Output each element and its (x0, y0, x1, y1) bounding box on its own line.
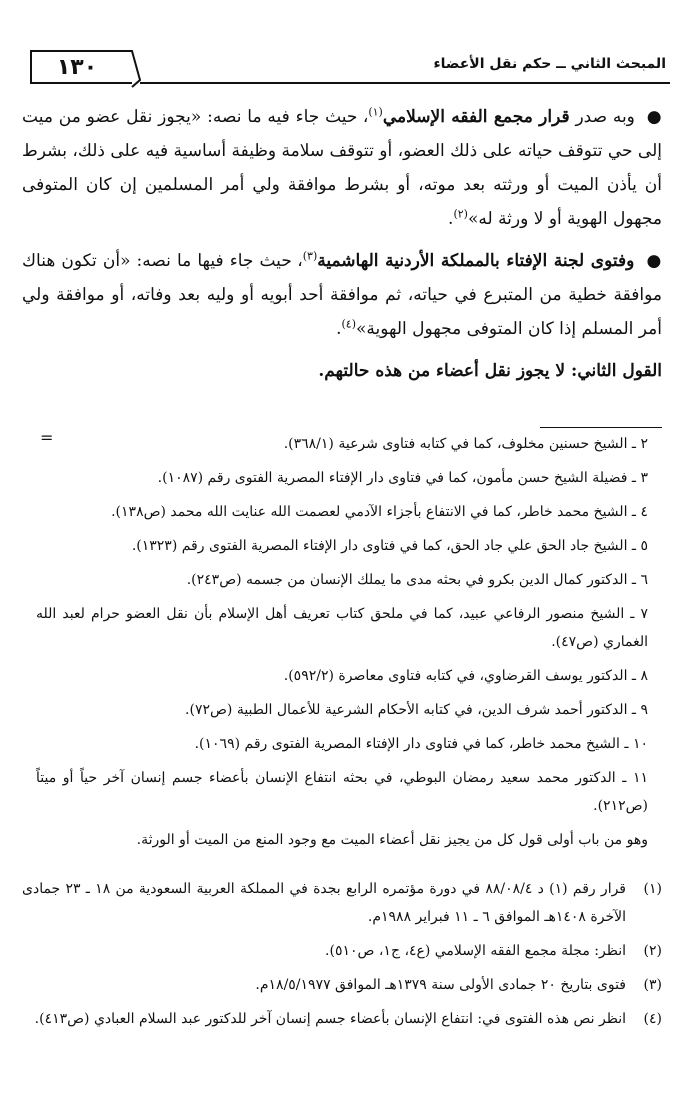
p1-end: . (448, 209, 454, 229)
footnote-number: (٢) (643, 943, 662, 959)
note-item: ٨ ـ الدكتور يوسف القرضاوي، في كتابه فتاوى معاصرة (٥٩٢/٢). (283, 668, 648, 684)
bullet-marker: ● (646, 251, 662, 271)
note-item: وهو من باب أولى قول كل من يجيز نقل أعضاء الميت مع وجود المنع من الميت أو الورثة. (136, 832, 648, 848)
page-header (20, 50, 670, 90)
footnote-text: انظر نص هذه الفتوى في: انتفاع الإنسان بأعضاء جسم إنسان آخر للدكتور عبد السلام العبادي (ص٤١٣). (34, 1011, 626, 1027)
page-number: ١٣٠ (56, 54, 98, 80)
continuation-mark: = (40, 428, 54, 447)
page-number-box (30, 50, 122, 84)
note-item: ١٠ ـ الشيخ محمد خاطر، كما في فتاوى دار الإفتاء المصرية الفتوى رقم (١٠٦٩). (194, 736, 648, 752)
p1-footnote-ref: (١) (368, 105, 383, 119)
footnote-number: (٤) (643, 1011, 662, 1027)
footnote-3 (22, 971, 662, 999)
footnote-number: (٣) (643, 977, 662, 993)
bullet-marker: ● (646, 107, 663, 127)
footnote-1 (22, 875, 662, 931)
note-item: ٢ ـ الشيخ حسنين مخلوف، كما في كتابه فتاوى شرعية (٣٦٨/١). (283, 436, 648, 452)
p2-end: . (336, 319, 342, 339)
p2-footnote-ref-end: (٤) (341, 317, 356, 331)
footnote-text: انظر: مجلة مجمع الفقه الإسلامي (ع٤، ج١، ص٥١٠). (325, 943, 626, 959)
p2-bold: وفتوى لجنة الإفتاء بالمملكة الأردنية الهاشمية (317, 251, 635, 271)
running-title: المبحث الثاني ــ حكم نقل الأعضاء (433, 56, 666, 72)
note-item: ١١ ـ الدكتور محمد سعيد رمضان البوطي، في بحثه انتفاع الإنسان بأعضاء جسم إنسان آخر حياً أو ميتاً (ص٢١٢). (36, 770, 648, 814)
note-item: ٦ ـ الدكتور كمال الدين بكرو في بحثه مدى ما يملك الإنسان من جسمه (ص٢٤٣). (186, 572, 648, 588)
paragraph-2 (22, 244, 662, 346)
header-rule (140, 82, 670, 84)
note-item: ٩ ـ الدكتور أحمد شرف الدين، في كتابه الأحكام الشرعية للأعمال الطبية (ص٧٢). (185, 702, 648, 718)
p1-footnote-ref-end: (٢) (453, 207, 468, 221)
paragraph-3: القول الثاني: لا يجوز نقل أعضاء من هذه حالتهم. (318, 361, 662, 381)
continued-footnotes (36, 430, 648, 860)
p1-bold: قرار مجمع الفقه الإسلامي (382, 107, 570, 127)
p1-text: ، حيث جاء فيه ما نصه: «يجوز نقل عضو من ميت إلى حي تتوقف حياته على ذلك العضو، أو تتوقف سلامة وظيفة أساسية فيه على ذلك، بشرط أن يأذن الميت أو ورثته بعد موته، أو بشرط موافقة ولي أمر المسلمين إن كان المتوفى مجهول الهوية أو لا ورثة له» (22, 107, 662, 229)
main-text (22, 100, 662, 396)
footnote-separator (540, 427, 662, 428)
footnote-2 (22, 937, 662, 965)
footnote-text: قرار رقم (١) د ٨٨/٠٨/٤ في دورة مؤتمره الرابع بجدة في المملكة العربية السعودية من ١٨ ـ ٢٣ جمادى الآخرة ١٤٠٨هـ الموافق ٦ ـ ١١ فبراير ١٩٨٨م. (22, 881, 627, 925)
p1-lead: وبه صدر (575, 107, 635, 127)
paragraph-1 (22, 100, 662, 236)
footnote-text: فتوى بتاريخ ٢٠ جمادى الأولى سنة ١٣٧٩هـ الموافق ١٨/٥/١٩٧٧م. (255, 977, 626, 993)
note-item: ٤ ـ الشيخ محمد خاطر، كما في الانتفاع بأجزاء الآدمي لعصمت الله عنايت الله محمد (ص١٣٨). (111, 504, 648, 520)
note-item: ٣ ـ فضيلة الشيخ حسن مأمون، كما في فتاوى دار الإفتاء المصرية الفتوى رقم (١٠٨٧). (157, 470, 648, 486)
note-item: ٧ ـ الشيخ منصور الرفاعي عبيد، كما في ملحق كتاب تعريف أهل الإسلام بأن نقل العضو حرام لعبد الله الغماري (ص٤٧). (36, 606, 648, 650)
p2-text: ، حيث جاء فيها ما نصه: «أن تكون هناك موافقة خطية من المتبرع في حياته، ثم موافقة أحد أبويه أو وليه بعد وفاته، أو موافقة ولي أمر المسلم إذا كان المتوفى مجهول الهوية» (22, 251, 662, 339)
p2-footnote-ref: (٣) (302, 249, 318, 263)
footnote-4 (22, 1005, 662, 1033)
page-number-box-corner (120, 50, 142, 90)
page-footnotes (22, 875, 662, 1039)
footnote-number: (١) (643, 881, 662, 897)
note-item: ٥ ـ الشيخ جاد الحق علي جاد الحق، كما في فتاوى دار الإفتاء المصرية الفتوى رقم (١٣٢٣). (131, 538, 648, 554)
